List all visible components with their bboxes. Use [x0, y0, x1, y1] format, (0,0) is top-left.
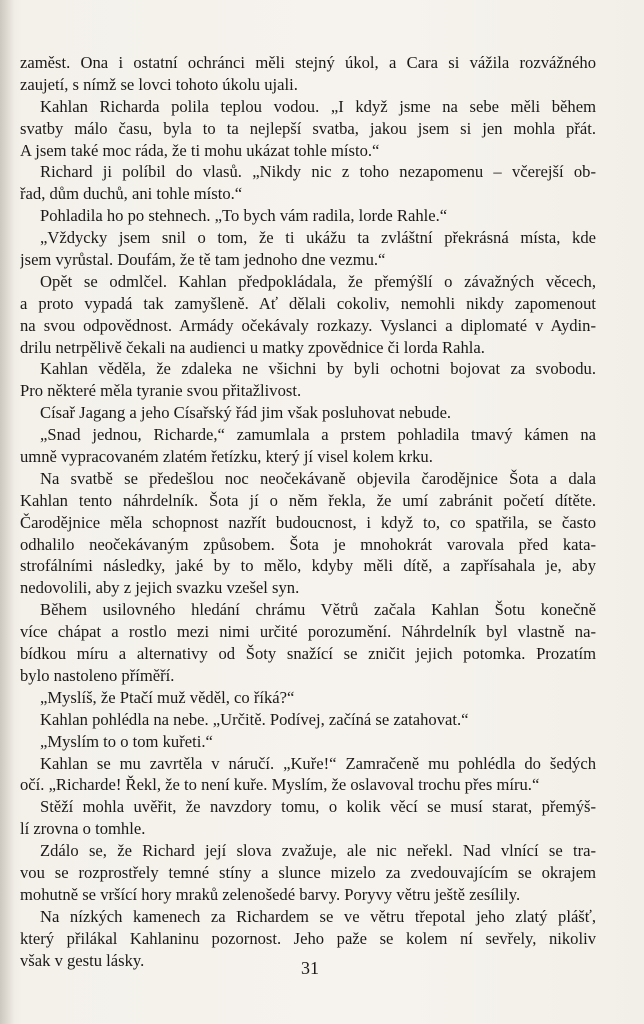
text-line: „Myslíš, že Ptačí muž věděl, co říká?“	[40, 687, 295, 707]
text-line: Na svatbě se předešlou noc neočekávaně objevila čarodějnice Šota a dala	[40, 468, 596, 488]
text-line: Opět se odmlčel. Kahlan předpokládala, že přemýšlí o závažných věcech,	[40, 271, 596, 291]
text-line: A jsem také moc ráda, že ti mohu ukázat tohle místo.“	[20, 140, 380, 160]
text-line: Na nízkých kamenech za Richardem se ve větru třepotal jeho zlatý plášť,	[40, 906, 596, 926]
text-line: „Snad jednou, Richarde,“ zamumlala a prstem pohladila tmavý kámen na	[40, 425, 596, 445]
text-line: Stěží mohla uvěřit, že navzdory tomu, o kolik věcí se musí starat, přemýš-	[40, 797, 596, 817]
page-number: 31	[301, 958, 319, 978]
text-line: umně vypracovaném zlatém řetízku, který jí visel kolem krku.	[20, 447, 433, 467]
text-line: a proto vypadá tak zamyšleně. Ať dělali cokoliv, nemohli nikdy zapomenout	[20, 293, 596, 313]
text-line: Kahlan tento náhrdelník. Šota jí o něm řekla, že umí zabránit početí dítěte.	[20, 490, 596, 510]
text-line: Během usilovného hledání chrámu Větrů začala Kahlan Šotu konečně	[40, 600, 596, 620]
text-line: nedovolili, aby z jejich svazku vzešel syn.	[20, 578, 300, 598]
text-line: odhalilo neočekávaným způsobem. Šota je mnohokrát varovala před kata-	[20, 534, 596, 554]
text-line: strofálními následky, jaké by to mělo, kdyby měli dítě, a zapřísahala je, aby	[20, 556, 596, 576]
text-line: bídkou míru a alternativy od Šoty snažící se zničit jejich potomka. Prozatím	[20, 644, 596, 664]
text-line: zaujetí, s nímž se lovci tohoto úkolu ujali.	[20, 74, 298, 94]
text-line: svatby málo času, byla to ta nejlepší svatba, jakou jsem si jen mohla přát.	[20, 118, 596, 138]
text-line: drilu netrpělivě čekali na audienci u matky zpovědnice či lorda Rahla.	[20, 337, 485, 357]
text-line: však v gestu lásky.	[20, 950, 145, 970]
text-line: který přilákal Kahlaninu pozornost. Jeho paže se kolem ní sevřely, nikoliv	[20, 928, 596, 948]
text-line: Richard ji políbil do vlasů. „Nikdy nic z toho nezapomenu – včerejší ob-	[40, 162, 596, 182]
text-line: bylo nastoleno příměří.	[20, 665, 175, 685]
text-line: vou se rozprostřely temné stíny a slunce mizelo za zvedouvajícím se okrajem	[20, 862, 596, 882]
text-line: řad, dům duchů, ani tohle místo.“	[20, 184, 243, 204]
text-line: Kahlan Richarda polila teplou vodou. „I když jsme na sebe měli během	[40, 96, 596, 116]
text-line: Císař Jagang a jeho Císařský řád jim však posluhovat nebude.	[40, 403, 452, 423]
text-line: jsem vyrůstal. Doufám, že tě tam jednoho dne vezmu.“	[20, 250, 386, 270]
text-line: Kahlan pohlédla na nebe. „Určitě. Podívej, začíná se zatahovat.“	[40, 709, 469, 729]
text-line: Pro některé měla tyranie svou přitažlivost.	[20, 381, 302, 401]
text-line: Kahlan věděla, že zdaleka ne všichni by byli ochotni bojovat za svobodu.	[40, 359, 596, 379]
text-line: očí. „Richarde! Řekl, že to není kuře. Myslím, že oslavoval trochu přes míru.“	[20, 775, 540, 795]
text-line: Čarodějnice měla schopnost nazřít budoucnost, i když to, co spatřila, se často	[20, 512, 596, 532]
text-line: lí zrovna o tomhle.	[20, 819, 146, 839]
text-line: Zdálo se, že Richard její slova zvažuje, ale nic neřekl. Nad vlnící se tra-	[40, 841, 596, 861]
page-gutter-shadow	[0, 0, 14, 1024]
body-text	[20, 52, 596, 971]
text-line: „Myslím to o tom kuřeti.“	[40, 731, 213, 751]
text-line: více chápat a rostlo mezi nimi určité porozumění. Náhrdelník byl vlastně na-	[20, 622, 596, 642]
text-line: mohutně se vršící hory mraků zelenošedé barvy. Poryvy větru ještě zesílily.	[20, 884, 521, 904]
text-line: Pohladila ho po stehnech. „To bych vám radila, lorde Rahle.“	[40, 206, 448, 226]
text-line: na svou odpovědnost. Armády očekávaly rozkazy. Vyslanci a diplomaté v Aydin-	[20, 315, 596, 335]
text-line: zaměst. Ona i ostatní ochránci měli stejný úkol, a Cara si vážila rozvážného	[20, 53, 596, 72]
text-line: Kahlan se mu zavrtěla v náručí. „Kuře!“ Zamračeně mu pohlédla do šedých	[40, 753, 596, 773]
text-line: „Vždycky jsem snil o tom, že ti ukážu ta zvláštní překrásná místa, kde	[40, 228, 596, 248]
